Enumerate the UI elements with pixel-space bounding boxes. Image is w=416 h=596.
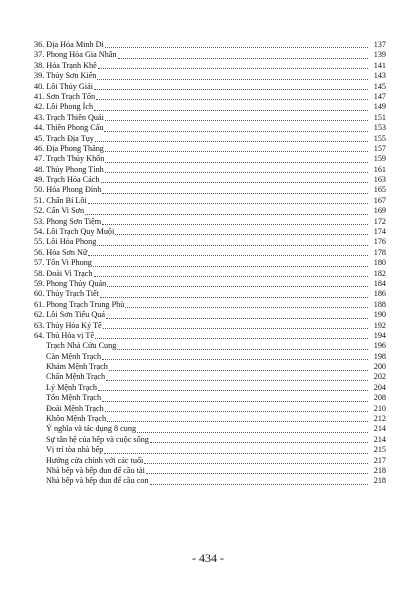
toc-entry xyxy=(34,383,386,393)
dot-leader xyxy=(97,245,368,246)
toc-entry xyxy=(34,331,386,341)
dot-leader xyxy=(105,172,368,173)
toc-entry xyxy=(34,175,386,185)
toc-entry-page: 194 xyxy=(373,330,386,340)
toc-entry-title: 53. Phong Sơn Tiệm xyxy=(34,216,102,226)
dot-leader xyxy=(97,79,368,80)
toc-entry xyxy=(34,82,386,92)
dot-leader xyxy=(98,390,368,391)
toc-entry xyxy=(34,310,386,320)
dot-leader xyxy=(104,131,368,132)
toc-entry xyxy=(34,154,386,164)
toc-entry-page: 200 xyxy=(373,362,386,372)
toc-entry-title: Tốn Mệnh Trạch xyxy=(46,393,102,403)
toc-entry xyxy=(34,352,386,362)
toc-entry-title: 49. Trạch Hỏa Cách xyxy=(34,175,100,185)
dot-leader xyxy=(93,266,368,267)
toc-entry-title: 41. Sơn Trạch Tổn xyxy=(34,91,96,101)
toc-entry xyxy=(34,165,386,175)
toc-entry xyxy=(34,289,386,299)
dot-leader xyxy=(95,338,368,339)
dot-leader xyxy=(105,151,368,152)
toc-entry-page: 159 xyxy=(373,154,386,164)
toc-entry-title: Chấn Mệnh Trạch xyxy=(46,372,106,382)
dot-leader xyxy=(137,432,368,433)
dot-leader xyxy=(105,120,368,121)
toc-entry-title: Đoài Mệnh Trạch xyxy=(46,403,104,413)
toc-entry-title: 59. Phong Thủy Quán xyxy=(34,278,107,288)
toc-entry xyxy=(34,227,386,237)
toc-entry-page: 151 xyxy=(373,112,386,122)
dot-leader xyxy=(88,203,368,204)
toc-entry-title: Sự tân hệ của bếp và cuộc sống xyxy=(46,434,149,444)
toc-entry xyxy=(34,362,386,372)
toc-entry-title: 60. Thủy Trạch Tiết xyxy=(34,289,99,299)
toc-entry-page: 165 xyxy=(373,185,386,195)
toc-entry-page: 188 xyxy=(373,299,386,309)
dot-leader xyxy=(125,307,368,308)
toc-entry xyxy=(34,445,386,455)
toc-entry-page: 190 xyxy=(373,310,386,320)
toc-entry xyxy=(34,404,386,414)
toc-entry-page: 196 xyxy=(373,341,386,351)
toc-entry-page: 147 xyxy=(373,91,386,101)
dot-leader xyxy=(102,359,368,360)
toc-entry-title: 39. Thủy Sơn Kiển xyxy=(34,71,97,81)
toc-entry-page: 180 xyxy=(373,258,386,268)
toc-entry xyxy=(34,50,386,60)
toc-entry-page: 214 xyxy=(373,424,386,434)
toc-entry xyxy=(34,248,386,258)
toc-entry-page: 174 xyxy=(373,227,386,237)
toc-entry-title: Khảm Mệnh Trạch xyxy=(46,362,108,372)
toc-entry-title: Hướng cửa chính với các tuổi xyxy=(46,455,144,465)
dot-leader xyxy=(98,68,368,69)
toc-entry xyxy=(34,258,386,268)
dot-leader xyxy=(105,411,368,412)
dot-leader xyxy=(102,401,368,402)
toc-entry-page: 141 xyxy=(373,60,386,70)
toc-entry xyxy=(34,237,386,247)
toc-entry-page: 210 xyxy=(373,403,386,413)
dot-leader xyxy=(94,89,368,90)
toc-entry xyxy=(34,196,386,206)
toc-entry-title: 42. Lôi Phong Ích xyxy=(34,102,94,112)
dot-leader xyxy=(94,110,368,111)
dot-leader xyxy=(150,484,368,485)
dot-leader xyxy=(104,453,368,454)
toc-entry-page: 215 xyxy=(373,445,386,455)
toc-entry-title: 63. Thủy Hỏa Ký Tế xyxy=(34,320,102,330)
toc-entry-page: 153 xyxy=(373,123,386,133)
dot-leader xyxy=(109,370,368,371)
toc-entry-page: 192 xyxy=(373,320,386,330)
toc-entry-page: 198 xyxy=(373,351,386,361)
toc-entry-title: Nhà bếp và bếp đun để cầu tài xyxy=(46,466,145,475)
toc-entry-page: 163 xyxy=(373,175,386,185)
toc-entry xyxy=(34,373,386,383)
toc-entry xyxy=(34,144,386,154)
dot-leader xyxy=(150,442,368,443)
toc-entry-page: 184 xyxy=(373,278,386,288)
toc-entry-page: 186 xyxy=(373,289,386,299)
dot-leader xyxy=(85,214,368,215)
toc-entry-page: 139 xyxy=(373,50,386,60)
toc-entry-title: 51. Chấn Bí Lôi xyxy=(34,195,87,205)
toc-entry-title: 62. Lôi Sơn Tiểu Quá xyxy=(34,310,105,320)
toc-entry xyxy=(34,113,386,123)
toc-entry xyxy=(34,476,386,486)
toc-entry xyxy=(34,217,386,227)
toc-entry-page: 182 xyxy=(373,268,386,278)
toc-entry-title: 45. Trạch Địa Tụy xyxy=(34,133,94,143)
toc-entry-title: 38. Hỏa Trạnh Khê xyxy=(34,60,97,70)
dot-leader xyxy=(107,286,368,287)
toc-entry-title: Nhà bếp và bếp đun để cầu con xyxy=(46,476,149,486)
toc-entry xyxy=(34,393,386,403)
toc-entry-title: 61. Phong Trạch Trung Phù xyxy=(34,299,125,309)
dot-leader xyxy=(100,297,368,298)
toc-entry xyxy=(34,414,386,424)
dot-leader xyxy=(115,234,368,235)
dot-leader xyxy=(95,141,368,142)
toc-entry xyxy=(34,466,386,476)
dot-leader xyxy=(144,463,368,464)
toc-entry-title: 52. Cấn Vi Sơn xyxy=(34,206,85,216)
toc-entry xyxy=(34,92,386,102)
toc-entry-page: 214 xyxy=(373,434,386,444)
toc-entry-page: 202 xyxy=(373,372,386,382)
dot-leader xyxy=(118,58,368,59)
dot-leader xyxy=(146,473,368,474)
page-number: - 434 - xyxy=(192,551,224,565)
toc-entry-page: 155 xyxy=(373,133,386,143)
dot-leader xyxy=(107,421,368,422)
toc-entry-title: Vị trí tòa nhà bếp xyxy=(46,445,104,455)
toc-entry-page: 157 xyxy=(373,143,386,153)
toc-entry xyxy=(34,341,386,351)
toc-entry-title: Khôn Mệnh Trạch xyxy=(46,414,107,424)
toc-entry xyxy=(34,435,386,445)
dot-leader xyxy=(88,255,368,256)
dot-leader xyxy=(102,224,368,225)
toc-entry-title: 64. Thủ Hỏa vị Tế xyxy=(34,330,94,340)
toc-entry xyxy=(34,40,386,50)
dot-leader xyxy=(106,380,368,381)
toc-entry-page: 161 xyxy=(373,164,386,174)
toc-entry-title: Trạch Nhà Cửu Cung xyxy=(46,341,117,351)
toc-entry-title: 56. Hỏa Sơn Nữ xyxy=(34,247,88,257)
table-of-contents xyxy=(34,40,386,487)
toc-entry-title: 36. Địa Hỏa Minh Di xyxy=(34,39,104,49)
toc-entry-title: 40. Lôi Thủy Giải xyxy=(34,81,93,91)
dot-leader xyxy=(105,162,368,163)
toc-entry-title: 46. Địa Phong Thăng xyxy=(34,143,104,153)
dot-leader xyxy=(101,182,369,183)
toc-entry-title: 37. Phong Hỏa Gia Nhân xyxy=(34,50,117,60)
toc-entry-page: 218 xyxy=(373,466,386,475)
dot-leader xyxy=(105,47,368,48)
toc-entry-title: Lý Mệnh Trạch xyxy=(46,382,97,392)
toc-entry-page: 212 xyxy=(373,414,386,424)
toc-entry-title: 55. Lôi Hỏa Phong xyxy=(34,237,97,247)
toc-entry xyxy=(34,61,386,71)
toc-entry xyxy=(34,134,386,144)
toc-entry-page: 167 xyxy=(373,195,386,205)
toc-entry-page: 145 xyxy=(373,81,386,91)
toc-entry-title: 54. Lôi Trạch Quy Muội xyxy=(34,227,115,237)
toc-entry xyxy=(34,206,386,216)
dot-leader xyxy=(117,349,368,350)
toc-entry-page: 176 xyxy=(373,237,386,247)
toc-entry-page: 218 xyxy=(373,476,386,486)
toc-entry xyxy=(34,300,386,310)
toc-entry-title: 43. Trạch Thiên Quải xyxy=(34,112,104,122)
toc-entry-page: 204 xyxy=(373,382,386,392)
toc-entry-title: Ý nghĩa và tác dụng 8 cung xyxy=(46,424,137,434)
toc-entry xyxy=(34,269,386,279)
toc-entry-page: 137 xyxy=(373,39,386,49)
toc-entry-page: 217 xyxy=(373,455,386,465)
dot-leader xyxy=(94,276,369,277)
toc-entry-page: 169 xyxy=(373,206,386,216)
toc-entry-title: 44. Thiên Phong Cấu xyxy=(34,123,104,133)
toc-entry-page: 178 xyxy=(373,247,386,257)
toc-entry-page: 143 xyxy=(373,71,386,81)
toc-entry-title: 47. Trạch Thủy Khốn xyxy=(34,154,105,164)
toc-entry-title: Càn Mệnh Trạch xyxy=(46,351,102,361)
toc-entry xyxy=(34,71,386,81)
toc-entry-page: 172 xyxy=(373,216,386,226)
toc-entry xyxy=(34,424,386,434)
toc-entry-page: 208 xyxy=(373,393,386,403)
dot-leader xyxy=(96,99,368,100)
toc-entry-title: 50. Hỏa Phong Đỉnh xyxy=(34,185,102,195)
dot-leader xyxy=(106,318,368,319)
toc-entry xyxy=(34,185,386,195)
toc-entry-page: 149 xyxy=(373,102,386,112)
dot-leader xyxy=(102,193,368,194)
toc-entry xyxy=(34,102,386,112)
toc-entry-title: 58. Đoài Vi Trạch xyxy=(34,268,93,278)
toc-entry xyxy=(34,279,386,289)
toc-entry xyxy=(34,321,386,331)
toc-entry-title: 48. Thủy Phong Tỉnh xyxy=(34,164,104,174)
toc-entry xyxy=(34,123,386,133)
dot-leader xyxy=(103,328,368,329)
toc-entry-title: 57. Tốn Vi Phong xyxy=(34,258,92,268)
toc-entry xyxy=(34,456,386,466)
